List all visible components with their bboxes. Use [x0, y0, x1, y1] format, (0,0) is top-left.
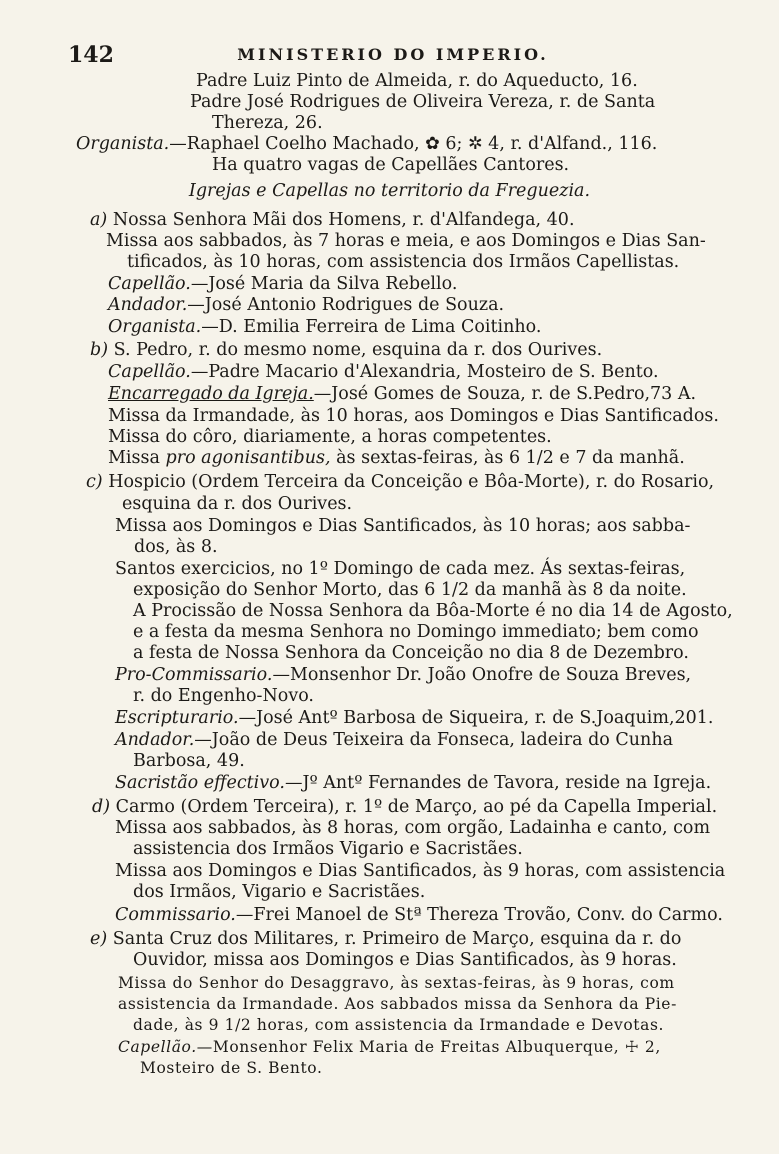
item-marker: e) — [90, 929, 108, 949]
running-title: MINISTERIO DO IMPERIO. — [237, 45, 549, 64]
list-item: b) S. Pedro, r. do mesmo nome, esquina da r. dos Ourives. — [90, 340, 603, 360]
text-line: Escripturario.—José Antº Barbosa de Siqueira, r. de S.Joaquim,201. — [115, 708, 714, 728]
text-line: r. do Engenho-Novo. — [133, 686, 314, 706]
text-line: Missa da Irmandade, às 10 horas, aos Domingos e Dias Santificados. — [108, 406, 719, 426]
text-line: Thereza, 26. — [212, 113, 323, 133]
role-label: Capellão. — [108, 274, 191, 294]
text-line: Commissario.—Frei Manoel de Stª Thereza Trovão, Conv. do Carmo. — [115, 905, 723, 925]
role-label: Capellão. — [108, 362, 191, 382]
text-line: Santos exercicios, no 1º Domingo de cada mez. Ás sextas-feiras, — [115, 559, 686, 579]
text-line: Organista.—Raphael Coelho Machado, ✿ 6; ✲ 4, r. d'Alfand., 116. — [76, 134, 658, 154]
text-line: tificados, às 10 horas, com assistencia dos Irmãos Capellistas. — [127, 252, 680, 272]
text-line: assistencia dos Irmãos Vigario e Sacristães. — [133, 839, 523, 859]
item-marker: d) — [92, 797, 111, 817]
list-item: a) Nossa Senhora Mãi dos Homens, r. d'Alfandega, 40. — [90, 210, 575, 230]
text-line: Pro-Commissario.—Monsenhor Dr. João Onofre de Souza Breves, — [115, 665, 692, 685]
text-line: Ha quatro vagas de Capellães Cantores. — [212, 155, 570, 175]
text-line: Mosteiro de S. Bento. — [140, 1059, 323, 1077]
role-label: Andador. — [108, 295, 188, 315]
role-label: Organista. — [108, 317, 202, 337]
role-label: Andador. — [115, 730, 195, 750]
text-line: Padre Luiz Pinto de Almeida, r. do Aqueducto, 16. — [196, 71, 638, 91]
text-line: esquina da r. dos Ourives. — [122, 494, 353, 514]
text-line: a festa de Nossa Senhora da Conceição no dia 8 de Dezembro. — [133, 643, 689, 663]
item-marker: b) — [90, 340, 109, 360]
role-label: Capellão. — [118, 1038, 197, 1056]
text-line: A Procissão de Nossa Senhora da Bôa-Morte é no dia 14 de Agosto, — [133, 601, 733, 621]
section-heading: Igrejas e Capellas no territorio da Freguezia. — [188, 181, 591, 201]
text-line: Encarregado da Igreja.—José Gomes de Souza, r. de S.Pedro,73 A. — [108, 384, 697, 404]
page-header — [68, 42, 718, 66]
text-line: dos Irmãos, Vigario e Sacristães. — [133, 882, 426, 902]
text-line: Andador.—José Antonio Rodrigues de Souza. — [108, 295, 505, 315]
text-line: Capellão.—Monsenhor Felix Maria de Freitas Albuquerque, ☩ 2, — [118, 1038, 661, 1056]
text-line: assistencia da Irmandade. Aos sabbados missa da Senhora da Pie- — [118, 995, 677, 1013]
item-marker: c) — [86, 472, 103, 492]
text-line: dade, às 9 1/2 horas, com assistencia da Irmandade e Devotas. — [133, 1016, 665, 1034]
text-line: Missa aos Domingos e Dias Santificados, às 9 horas, com assistencia — [115, 861, 726, 881]
text-line: e a festa da mesma Senhora no Domingo immediato; bem como — [133, 622, 699, 642]
text-line: Padre José Rodrigues de Oliveira Vereza, r. de Santa — [190, 92, 656, 112]
role-label: Escripturario. — [115, 708, 239, 728]
page-number: 142 — [68, 42, 114, 68]
text-line: Capellão.—Padre Macario d'Alexandria, Mosteiro de S. Bento. — [108, 362, 659, 382]
role-label: Sacristão effectivo. — [115, 773, 285, 793]
list-item: d) Carmo (Ordem Terceira), r. 1º de Março, ao pé da Capella Imperial. — [92, 797, 718, 817]
text-line: Sacristão effectivo.—Jº Antº Fernandes de Tavora, reside na Igreja. — [115, 773, 712, 793]
item-marker: a) — [90, 210, 108, 230]
text-line: dos, às 8. — [134, 537, 218, 557]
text-line: Barbosa, 49. — [133, 751, 245, 771]
text-line: Missa pro agonisantibus, às sextas-feiras, às 6 1/2 e 7 da manhã. — [108, 448, 685, 468]
list-item: c) Hospicio (Ordem Terceira da Conceição e Bôa-Morte), r. do Rosario, — [86, 472, 715, 492]
list-item: e) Santa Cruz dos Militares, r. Primeiro de Março, esquina da r. do — [90, 929, 682, 949]
text-line: Ouvidor, missa aos Domingos e Dias Santificados, às 9 horas. — [133, 950, 677, 970]
text-line: Andador.—João de Deus Teixeira da Fonseca, ladeira do Cunha — [115, 730, 674, 750]
role-label: Commissario. — [115, 905, 236, 925]
text-line: Capellão.—José Maria da Silva Rebello. — [108, 274, 458, 294]
text-line: exposição do Senhor Morto, das 6 1/2 da manhã às 8 da noite. — [133, 580, 687, 600]
text-line: Missa do côro, diariamente, a horas competentes. — [108, 427, 552, 447]
text-line: Missa aos sabbados, às 8 horas, com orgão, Ladainha e canto, com — [115, 818, 711, 838]
text-line: Missa aos Domingos e Dias Santificados, às 10 horas; aos sabba- — [115, 516, 691, 536]
text-line: Missa do Senhor do Desaggravo, às sextas-feiras, às 9 horas, com — [118, 974, 675, 992]
role-label: Pro-Commissario. — [115, 665, 273, 685]
text-line: Missa aos sabbados, às 7 horas e meia, e aos Domingos e Dias San- — [106, 231, 706, 251]
role-label: Encarregado da Igreja. — [108, 384, 314, 404]
role-label: Organista. — [76, 134, 170, 154]
text-line: Organista.—D. Emilia Ferreira de Lima Coitinho. — [108, 317, 542, 337]
